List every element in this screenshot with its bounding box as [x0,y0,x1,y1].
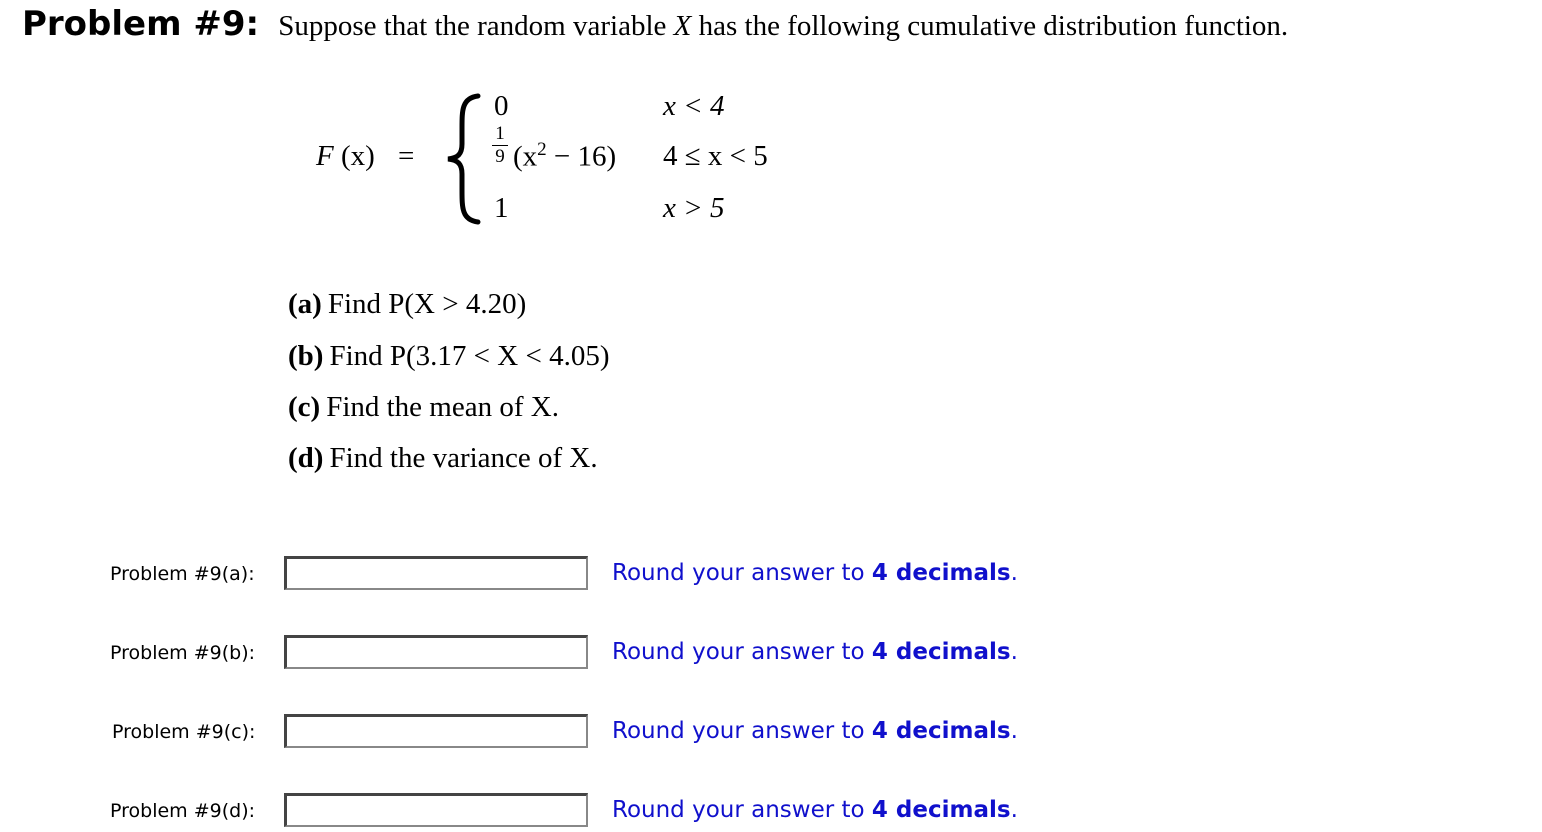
round-note-b [612,639,1018,665]
problem-intro [278,10,1288,42]
round-note-prefix: Round your answer to [612,560,865,586]
cdf-function-name: F [316,140,334,172]
case-2-value [513,139,616,174]
part-a-label: (a) [288,288,322,320]
part-b [288,340,609,373]
round-note-c [612,718,1018,744]
part-a [288,288,526,321]
fraction-denominator: 9 [495,146,505,167]
intro-text-before: Suppose that the random variable [278,10,667,42]
case-3-value: 1 [494,192,509,224]
answer-label-b: Problem #9(b): [110,642,256,664]
answer-label-d: Problem #9(d): [110,800,256,822]
answer-input-d[interactable] [284,793,588,827]
answer-input-a[interactable] [284,556,588,590]
part-c-text: Find the mean of X. [326,391,559,423]
case-3-condition: x > 5 [663,192,725,224]
part-a-text: Find P(X > 4.20) [327,288,527,320]
answer-input-b[interactable] [284,635,588,669]
round-note-prefix: Round your answer to [612,718,865,744]
part-b-label: (b) [288,340,324,372]
part-d [288,442,598,475]
case-1-value: 0 [494,90,509,122]
cdf-equals: = [398,140,415,172]
part-d-label: (d) [288,442,324,474]
answer-input-c[interactable] [284,714,588,748]
round-note-a [612,560,1018,586]
case-1-condition: x < 4 [663,90,725,122]
case-2-expr: (x [513,140,538,173]
round-note-suffix: . [1010,560,1018,586]
left-brace-icon [444,92,484,226]
case-2-fraction [491,125,509,166]
cdf-function-arg: (x) [340,140,375,172]
round-note-d [612,797,1018,823]
part-c [288,391,559,424]
case-2-exponent: 2 [537,139,547,160]
cdf-lhs [316,140,375,173]
round-note-suffix: . [1010,718,1018,744]
problem-header [22,4,1288,44]
problem-title: Problem #9: [22,4,260,44]
answer-label-a: Problem #9(a): [110,563,255,585]
round-note-decimals: 4 decimals [871,718,1011,744]
part-b-text: Find P(3.17 < X < 4.05) [329,340,610,372]
case-2-tail: − 16) [546,140,617,173]
case-2-condition: 4 ≤ x < 5 [663,140,768,172]
part-d-text: Find the variance of X. [329,442,598,474]
round-note-decimals: 4 decimals [871,560,1011,586]
round-note-decimals: 4 decimals [871,639,1011,665]
part-c-label: (c) [288,391,321,423]
intro-variable: X [673,10,692,42]
round-note-prefix: Round your answer to [612,639,865,665]
round-note-suffix: . [1010,639,1018,665]
round-note-decimals: 4 decimals [871,797,1011,823]
round-note-suffix: . [1010,797,1018,823]
round-note-prefix: Round your answer to [612,797,865,823]
intro-text-after: has the following cumulative distribution function. [698,10,1289,42]
answer-label-c: Problem #9(c): [112,721,256,743]
fraction-numerator: 1 [495,123,505,144]
